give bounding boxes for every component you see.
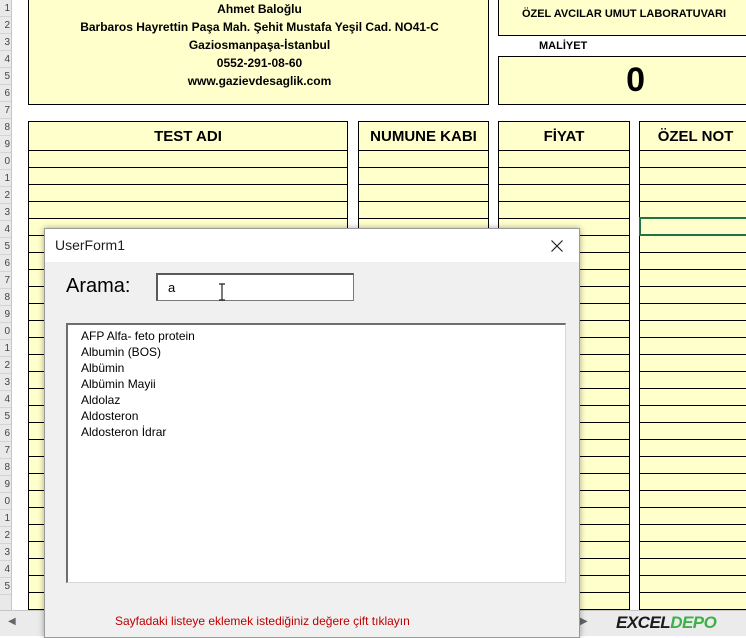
dialog-titlebar[interactable]	[45, 229, 579, 262]
row-number[interactable]: 7	[0, 272, 12, 289]
row-number[interactable]: 2	[0, 357, 12, 374]
exceldepo-watermark	[616, 611, 746, 635]
special-note-column[interactable]	[639, 121, 746, 610]
row-number[interactable]: 5	[0, 408, 12, 425]
text-cursor-icon	[217, 283, 227, 301]
row-number[interactable]: 6	[0, 85, 12, 102]
row-headers	[0, 0, 12, 610]
row-number[interactable]: 8	[0, 119, 12, 136]
lab-name: ÖZEL AVCILAR UMUT LABORATUVARI	[521, 8, 727, 20]
row-number[interactable]: 6	[0, 425, 12, 442]
lab-name-box[interactable]	[498, 0, 746, 36]
scroll-right-arrow-icon[interactable]: ▶	[580, 616, 588, 627]
company-name: Ahmet Baloğlu	[217, 2, 302, 16]
company-address: Barbaros Hayrettin Paşa Mah. Şehit Mustafa Yeşil Cad. NO41-C	[80, 20, 439, 34]
row-number[interactable]: 1	[0, 170, 12, 187]
row-number[interactable]: 1	[0, 340, 12, 357]
company-district: Gaziosmanpaşa-İstanbul	[188, 38, 331, 52]
row-number[interactable]: 1	[0, 0, 12, 17]
row-number[interactable]: 1	[0, 510, 12, 527]
list-item[interactable]: Albümin Mayii	[81, 377, 156, 391]
company-phone: 0552-291-08-60	[216, 56, 303, 70]
row-number[interactable]: 4	[0, 391, 12, 408]
row-number[interactable]: 3	[0, 204, 12, 221]
list-item[interactable]: Albümin	[81, 361, 125, 375]
row-number[interactable]: 0	[0, 323, 12, 340]
row-number[interactable]: 9	[0, 476, 12, 493]
row-number[interactable]: 0	[0, 493, 12, 510]
row-number[interactable]: 9	[0, 306, 12, 323]
results-listbox[interactable]	[66, 323, 566, 583]
row-number[interactable]: 7	[0, 102, 12, 119]
row-number[interactable]: 9	[0, 136, 12, 153]
list-item[interactable]: Aldolaz	[81, 393, 121, 407]
row-number[interactable]: 0	[0, 153, 12, 170]
row-number[interactable]: 6	[0, 255, 12, 272]
row-number[interactable]: 2	[0, 527, 12, 544]
special-note-header: ÖZEL NOT	[640, 122, 746, 151]
dialog-title: UserForm1	[55, 237, 126, 253]
price-header: FİYAT	[499, 122, 629, 151]
company-info-box[interactable]	[28, 0, 489, 105]
row-number[interactable]: 5	[0, 578, 12, 595]
close-button[interactable]	[535, 229, 579, 262]
list-item[interactable]: Aldosteron İdrar	[81, 425, 167, 439]
test-name-header: TEST ADI	[29, 122, 347, 151]
row-number[interactable]: 5	[0, 68, 12, 85]
company-website: www.gazievdesaglik.com	[187, 74, 332, 88]
row-number[interactable]: 4	[0, 51, 12, 68]
cost-value: 0	[626, 61, 645, 99]
row-number[interactable]: 5	[0, 238, 12, 255]
row-number[interactable]: 4	[0, 561, 12, 578]
watermark-tail: DEPO	[670, 613, 717, 632]
list-item[interactable]: Aldosteron	[81, 409, 139, 423]
cost-label: MALİYET	[539, 40, 588, 52]
userform-dialog	[44, 228, 580, 638]
row-number[interactable]: 4	[0, 221, 12, 238]
selected-cell[interactable]	[639, 217, 746, 236]
sample-container-header: NUMUNE KABI	[359, 122, 488, 151]
row-number[interactable]: 2	[0, 187, 12, 204]
search-input[interactable]	[156, 273, 354, 301]
row-number[interactable]: 3	[0, 374, 12, 391]
scroll-left-arrow-icon[interactable]: ◀	[8, 616, 16, 627]
close-icon	[551, 240, 563, 252]
cost-box[interactable]	[498, 56, 746, 105]
list-item[interactable]: Albumin (BOS)	[81, 345, 162, 359]
row-number[interactable]: 8	[0, 459, 12, 476]
list-item[interactable]: AFP Alfa- feto protein	[81, 329, 195, 343]
row-number[interactable]: 3	[0, 544, 12, 561]
watermark-main: EXCEL	[616, 613, 671, 632]
row-number[interactable]: 2	[0, 17, 12, 34]
hint-text: Sayfadaki listeye eklemek istediğiniz değere çift tıklayın	[115, 614, 410, 628]
row-number[interactable]: 8	[0, 289, 12, 306]
row-number[interactable]: 7	[0, 442, 12, 459]
row-number[interactable]: 3	[0, 34, 12, 51]
search-label: Arama:	[66, 275, 131, 297]
